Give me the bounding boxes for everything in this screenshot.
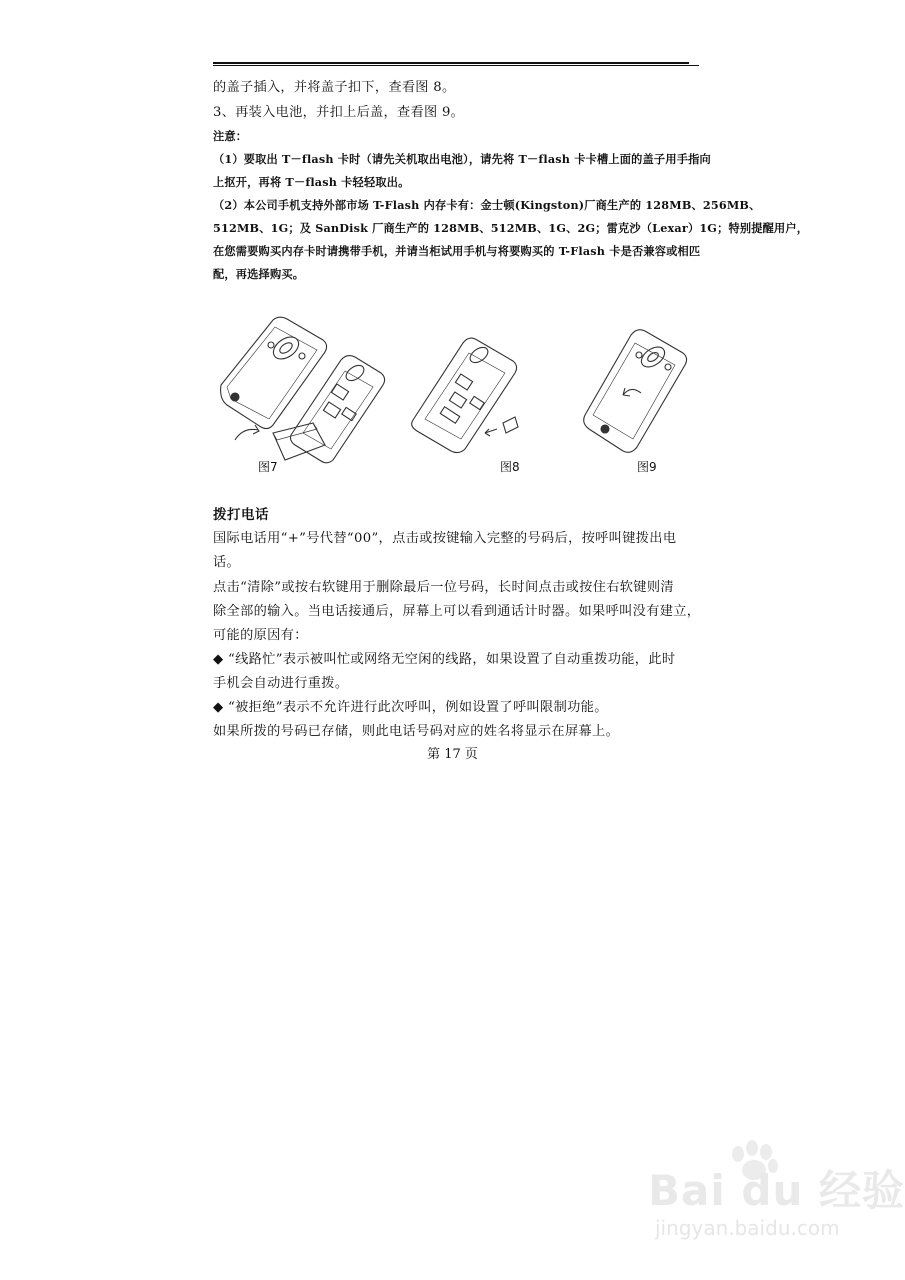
paragraph-line: 除全部的输入。当电话接通后，屏幕上可以看到通话计时器。如果呼叫没有建立， (213, 604, 701, 619)
note-line: 512MB、1G；及 SanDisk 厂商生产的 128MB、512MB、1G、2G；雷克沙（Lexar）1G；特别提醒用户， (213, 221, 809, 235)
paragraph-line: 如果所拨的号码已存储，则此电话号码对应的姓名将显示在屏幕上。 (213, 724, 620, 739)
bullet-line: 手机会自动进行重拨。 (213, 676, 349, 691)
figure-8-caption: 图8 (500, 460, 520, 474)
header-rule-thin (213, 65, 699, 66)
figure-7-caption: 图7 (258, 460, 278, 474)
assembly-figures (213, 315, 703, 465)
note-line: （2）本公司手机支持外部市场 T-Flash 内存卡有：金士顿(Kingston)厂商生产的 128MB、256MB、 (213, 198, 761, 212)
fig7-back-cover (221, 317, 327, 428)
paragraph-line: 可能的原因有： (213, 628, 308, 643)
header-rule-thick (213, 62, 689, 64)
paragraph-line: 国际电话用“+”号代替“00”，点击或按键输入完整的号码后，按呼叫键拨出电 (213, 531, 677, 546)
note-line: 配，再选择购买。 (213, 267, 305, 281)
watermark-brand: Bai du 经验 (648, 1166, 905, 1215)
text-line: 3、再装入电池，并扣上后盖，查看图 9。 (213, 105, 465, 120)
watermark-url: jingyan.baidu.com (655, 1216, 840, 1240)
page-number: 第 17 页 (427, 747, 478, 762)
note-line: 上抠开，再将 T－flash 卡轻轻取出。 (213, 175, 410, 189)
text-line: 的盖子插入，并将盖子扣下，查看图 8。 (213, 80, 456, 95)
figure-9-caption: 图9 (637, 460, 657, 474)
bullet-line: ◆ “线路忙”表示被叫忙或网络无空闲的线路，如果设置了自动重拨功能，此时 (213, 652, 676, 667)
fig9-closed-cover (584, 330, 687, 453)
paragraph-line: 话。 (213, 555, 241, 570)
bullet-line: ◆ “被拒绝”表示不允许进行此次呼叫，例如设置了呼叫限制功能。 (213, 700, 608, 715)
section-heading: 拨打电话 (213, 507, 269, 523)
note-line: （1）要取出 T－flash 卡时（请先关机取出电池），请先将 T－flash 卡卡槽上面的盖子用手指向 (213, 152, 711, 166)
paragraph-line: 点击“清除”或按右软键用于删除最后一位号码，长时间点击或按住右软键则清 (213, 580, 674, 595)
note-line: 在您需要购买内存卡时请携带手机，并请当柜试用手机与将要购买的 T-Flash 卡是否兼容或相匹 (213, 244, 701, 258)
fig7-phone-body (235, 356, 385, 463)
fig8-phone-card (412, 338, 518, 453)
note-label: 注意： (213, 129, 248, 143)
